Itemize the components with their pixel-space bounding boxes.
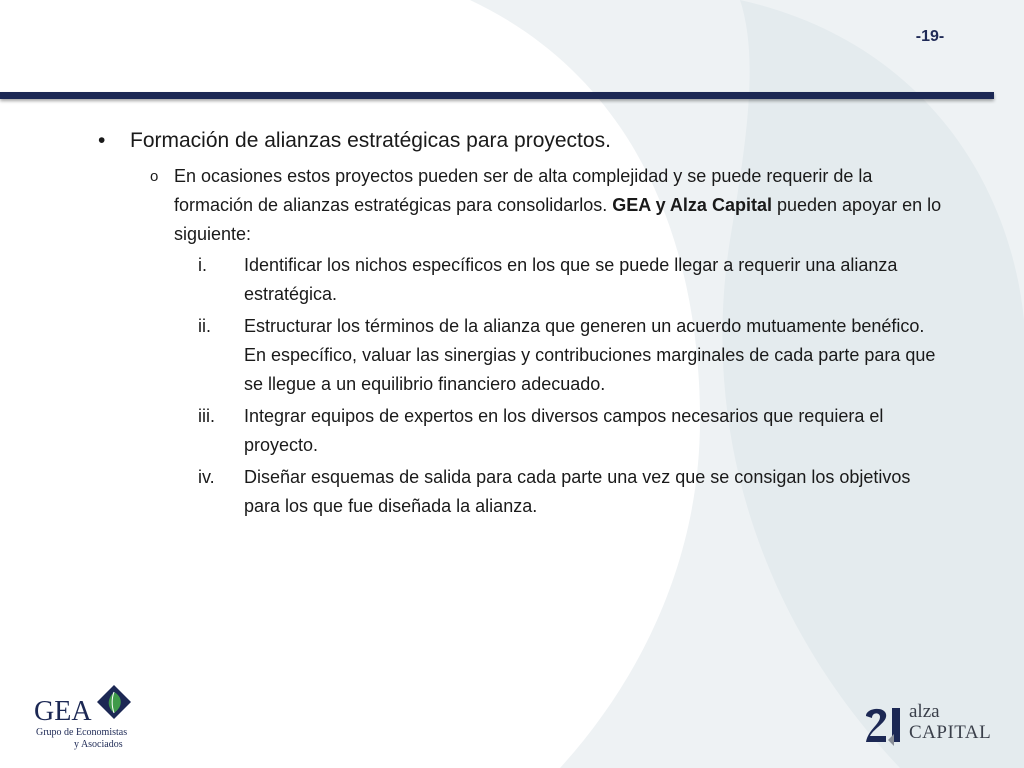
- sub-bullet-bold-text: GEA y Alza Capital: [612, 195, 772, 215]
- list-item-number: iv.: [198, 467, 215, 487]
- list-item: [198, 312, 958, 399]
- sub-bullet-text-before: En ocasiones estos proyectos pueden ser de alta complejidad y se puede requerir de la formación de alianzas estratégicas para consolidarlos.: [174, 166, 873, 215]
- list-item-text: Diseñar esquemas de salida para cada parte una vez que se consigan los objetivos para los que fue diseñada la alianza.: [244, 467, 911, 516]
- gea-logo: [34, 684, 144, 754]
- sub-bullet-text: [174, 162, 950, 249]
- bullet-marker: •: [98, 129, 106, 152]
- page-number: -19-: [915, 28, 945, 45]
- sub-bullet-text-after: pueden apoyar en lo siguiente:: [174, 195, 942, 244]
- alza-capital-logo: [864, 702, 1004, 748]
- list-item: [198, 463, 958, 521]
- alza-logo-capital: CAPITAL: [909, 722, 992, 743]
- list-item: [198, 251, 958, 309]
- list-item-number: ii.: [198, 316, 211, 336]
- list-item-number: iii.: [198, 406, 215, 426]
- list-item-text: Identificar los nichos específicos en los que se puede llegar a requerir una alianza estratégica.: [244, 255, 898, 304]
- alza-logo-word: alza: [909, 701, 940, 722]
- list-item: [198, 402, 958, 460]
- list-item-text: Estructurar los términos de la alianza que generen un acuerdo mutuamente benéfico. En específico, valuar las sinergias y contribuciones marginales de cada parte para que se llegue a un equilibrio financiero adecuado.: [244, 316, 936, 394]
- list-item-number: i.: [198, 255, 207, 275]
- alza-mark-icon: [864, 706, 908, 746]
- sub-bullet-marker: o: [150, 168, 159, 185]
- list-item-text: Integrar equipos de expertos en los diversos campos necesarios que requiera el proyecto.: [244, 406, 884, 455]
- gea-logo-subtitle-line1: Grupo de Economistas: [36, 727, 128, 738]
- bullet-text: Formación de alianzas estratégicas para proyectos.: [130, 129, 611, 152]
- gea-logo-word: GEA: [34, 696, 92, 727]
- numbered-list: [198, 251, 958, 524]
- gea-emblem-icon: [96, 684, 132, 720]
- gea-logo-subtitle-line2: y Asociados: [74, 739, 123, 750]
